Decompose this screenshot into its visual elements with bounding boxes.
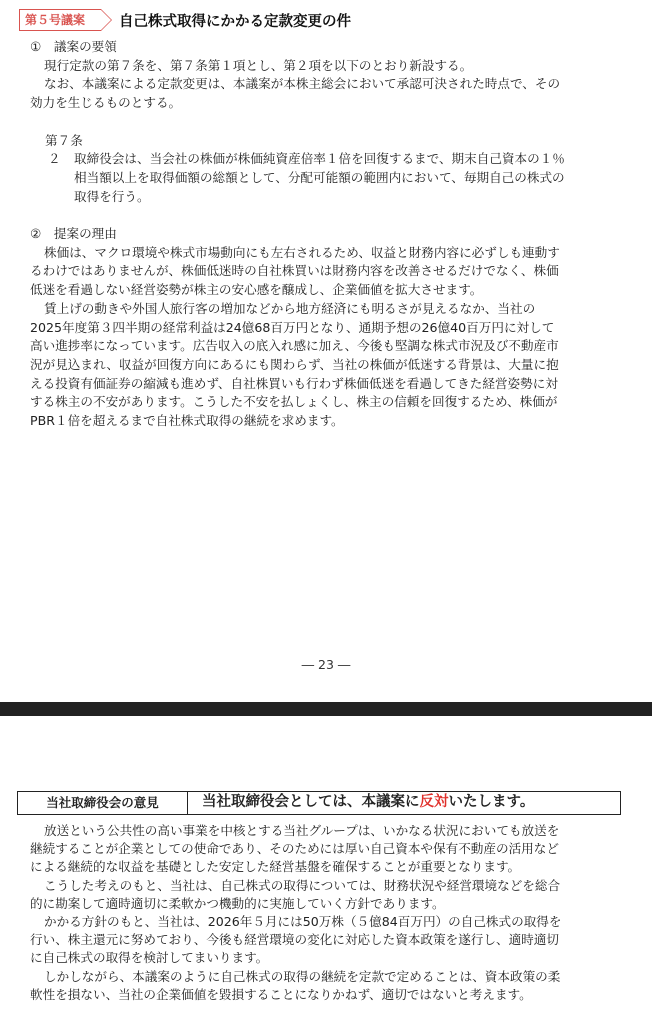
article-item-line: 取得を行う。: [74, 188, 150, 204]
summary-line: なお、本議案による定款変更は、本議案が本株主総会において承認可決された時点で、その: [44, 76, 561, 92]
reason-line: 株価は、マクロ環境や株式市場動向にも左右されるため、収益と財務内容に必ずしも連動す: [44, 244, 560, 260]
section-heading-summary: ① 議案の要領: [30, 39, 117, 54]
article-item-line: 相当額以上を取得価額の総額として、分配可能額の範囲内において、毎期自己の株式の: [74, 169, 565, 185]
reason-line: える投資有価証券の縮減も進めず、自社株買いも行わず株価低迷を看過してきた経営姿勢に対: [30, 375, 558, 391]
board-opinion-statement: [188, 792, 534, 814]
document-page-24: [0, 716, 652, 1015]
opinion-highlight-oppose: 反対: [419, 794, 449, 810]
reason-line: 賃上げの動きや外国人旅行客の増加などから地方経済にも明るさが見えるなか、当社の: [44, 300, 536, 316]
opinion-text-before: 当社取締役会としては、本議案に: [202, 794, 420, 810]
opinion-line: 放送という公共性の高い事業を中核とする当社グループは、いかなる状況においても放送を: [44, 823, 560, 838]
board-opinion-label: 当社取締役会の意見: [18, 792, 188, 814]
opinion-line: 軟性を損ない、当社の企業価値を毀損することになりかねず、適切ではないと考えます。: [30, 986, 532, 1002]
article-item-line: 取締役会は、当会社の株価が株価純資産倍率１倍を回復するまで、期末自己資本の１％: [74, 151, 565, 167]
proposal-content: [30, 38, 630, 431]
opinion-text-after: いたします。: [448, 794, 535, 810]
reason-line: する株主の不安があります。こうした不安を払しょくし、株主の信頼を回復するため、株価が: [30, 394, 558, 410]
proposal-title: 自己株式取得にかかる定款変更の件: [119, 13, 352, 30]
board-opinion-box: [17, 791, 621, 815]
board-opinion-body: [30, 822, 630, 1004]
opinion-line: 的に勘案して適時適切に柔軟かつ機動的に実施していく方針であります。: [30, 895, 445, 911]
opinion-line: 行い、株主還元に努めており、今後も経営環境の変化に対応した資本政策を遂行し、適時適切: [30, 932, 559, 948]
opinion-line: かかる方針のもと、当社は、2026年５月には50万株（５億84百万円）の自己株式の取得を: [44, 914, 562, 930]
summary-line: 効力を生じるものとする。: [30, 95, 182, 111]
reason-line: 2025年度第３四半期の経常利益は24億68百万円となり、通期予想の26億40百万円に対して: [30, 319, 555, 335]
opinion-line: 継続することが企業としての使命であり、そのためには厚い自己資本や保有不動産の活用など: [30, 841, 559, 857]
opinion-line: こうした考えのもと、当社は、自己株式の取得については、財務状況や経営環境などを総合: [44, 877, 561, 893]
article-item-number: ２: [48, 151, 61, 167]
proposal-header: [19, 9, 351, 31]
article-item: [30, 150, 630, 206]
opinion-line: しかしながら、本議案のように自己株式の取得の継続を定款で定めることは、資本政策の柔: [44, 968, 561, 984]
article-heading: 第７条: [45, 132, 83, 148]
section-heading-reason: ② 提案の理由: [30, 226, 117, 241]
opinion-line: による継続的な収益を基礎とした安定した経営基盤を確保することが重要となります。: [30, 859, 521, 875]
reason-line: PBR１倍を超えるまで自社株式取得の継続を求めます。: [30, 413, 344, 429]
proposal-badge: 第５号議案: [19, 9, 101, 31]
reason-line: 低迷を看過しない経営姿勢が株主の安心感を醸成し、企業価値を拡大させます。: [30, 282, 483, 298]
page-divider: [0, 702, 652, 716]
page-number: ― 23 ―: [301, 657, 351, 672]
reason-line: るわけではありませんが、株価低迷時の自社株買いは財務内容を改善させるだけでなく、株価: [30, 263, 559, 279]
reason-line: 況が見込まれ、収益が回復方向にあるにも関わらず、当社の株価が低迷する背景は、大量に抱: [30, 356, 559, 372]
summary-line: 現行定款の第７条を、第７条第１項とし、第２項を以下のとおり新設する。: [44, 57, 473, 73]
reason-line: 高い進捗率になっています。広告収入の底入れ感に加え、今後も堅調な株式市況及び不動産市: [30, 338, 559, 354]
opinion-line: に自己株式の取得を検討してまいります。: [30, 950, 269, 966]
